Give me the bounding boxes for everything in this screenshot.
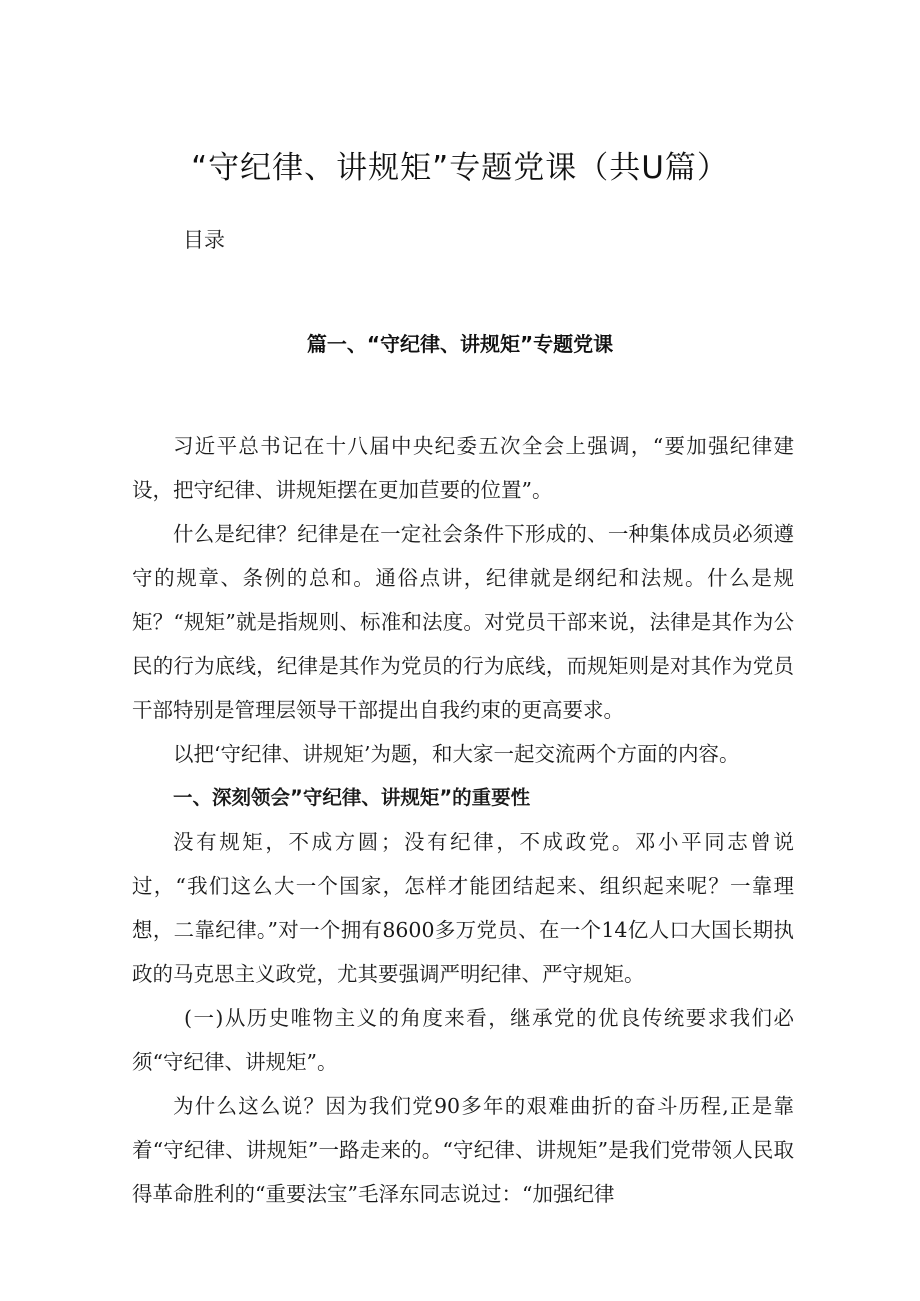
section-heading: 一、深刻领会”守纪律、讲规矩”的重要性	[173, 786, 531, 809]
document-body	[132, 424, 794, 1216]
paragraph: 没有规矩，不成方圆；没有纪律，不成政党。邓小平同志曾说过，“我们这么大一个国家，怎样才能团结起来、组织起来呢？一靠理想，二靠纪律。”对一个拥有8600多万党员、在一个14亿人口大国长期执政的马克思主义政党，尤其要强调严明纪律、严守规矩。	[132, 830, 794, 986]
document-title: “守纪律、讲规矩”专题党课（共U篇）	[191, 150, 729, 186]
paragraph: 什么是纪律？纪律是在一定社会条件下形成的、一种集体成员必须遵守的规章、条例的总和。通俗点讲，纪律就是纲纪和法规。什么是规矩？“规矩”就是指规则、标准和法度。对党员干部来说，法律是其作为公民的行为底线，纪律是其作为党员的行为底线，而规矩则是对其作为党员干部特别是管理层领导干部提出自我约束的更高要求。	[132, 522, 794, 722]
subsection-heading: (一)从历史唯物主义的角度来看，继承党的优良传统要求我们必须“守纪律、讲规矩”。	[132, 1006, 794, 1074]
paragraph: 习近平总书记在十八届中央纪委五次全会上强调，“要加强纪律建设，把守纪律、讲规矩摆在更加苣要的位置”。	[132, 434, 794, 502]
paragraph: 为什么这么说？因为我们党90多年的艰难曲折的奋斗历程,正是靠着“守纪律、讲规矩”一路走来的。“守纪律、讲规矩”是我们党带领人民取得革命胜利的“重要法宝”毛泽东同志说过：“加强纪律	[132, 1094, 794, 1206]
table-of-contents-label: 目录	[183, 228, 225, 252]
paragraph: 以把‘守纪律、讲规矩’为题，和大家一起交流两个方面的内容。	[173, 742, 740, 766]
chapter-title: 篇一、“守纪律、讲规矩”专题党课	[306, 332, 614, 356]
